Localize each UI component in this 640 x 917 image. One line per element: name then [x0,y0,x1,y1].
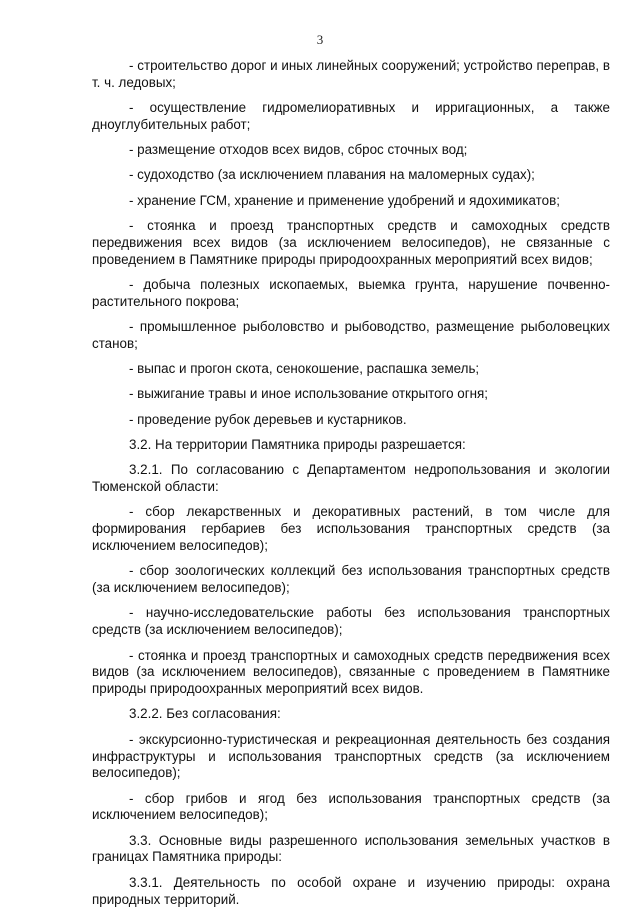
paragraph: - стоянка и проезд транспортных и самоходных средств передвижения всех видов (за исключением велосипедов), связанные с проведением в Памятнике природы природоохранных мероприятий всех видов. [92,647,610,697]
paragraph: - выжигание травы и иное использование открытого огня; [129,386,488,402]
section-heading: 3.3. Основные виды разрешенного использования земельных участков в границах Памятника природы: [92,832,610,865]
subsection-heading: 3.3.1. Деятельность по особой охране и изучению природы: охрана природных территорий. [92,874,610,907]
paragraph: - проведение рубок деревьев и кустарников. [129,411,407,427]
paragraph: - хранение ГСМ, хранение и применение удобрений и ядохимикатов; [129,192,560,208]
page-number: 3 [316,32,324,47]
paragraph: - сбор лекарственных и декоративных растений, в том числе для формирования гербариев без использования транспортных средств (за исключением велосипедов); [92,504,610,554]
document-body [92,58,610,917]
paragraph: - сбор грибов и ягод без использования транспортных средств (за исключением велосипедов); [92,790,610,823]
paragraph: - сбор зоологических коллекций без использования транспортных средств (за исключением велосипедов); [92,563,610,596]
paragraph: - добыча полезных ископаемых, выемка грунта, нарушение почвенно-растительного покрова; [92,276,610,309]
subsection-heading: 3.2.2. Без согласования: [129,706,281,722]
paragraph: - стоянка и проезд транспортных средств и самоходных средств передвижения всех видов (за исключением велосипедов), не связанные с проведением в Памятнике природы природоохранных мероприятий всех видов; [92,218,610,267]
paragraph: - промышленное рыболовство и рыбоводство, размещение рыболовецких станов; [92,319,610,351]
paragraph: - осуществление гидромелиоративных и ирригационных, а также дноуглубительных работ; [92,100,610,132]
paragraph: - судоходство (за исключением плавания на маломерных судах); [129,167,535,183]
paragraph: - размещение отходов всех видов, сброс сточных вод; [129,142,468,158]
paragraph: - экскурсионно-туристическая и рекреационная деятельность без создания инфраструктуры и использования транспортных средств (за исключением велосипедов); [92,731,610,781]
paragraph: - строительство дорог и иных линейных сооружений; устройство переправ, в т. ч. ледовых; [92,58,610,90]
paragraph: - выпас и прогон скота, сенокошение, распашка земель; [129,361,480,377]
subsection-heading: 3.2.1. По согласованию с Департаментом недропользования и экологии Тюменской области: [92,462,610,495]
section-heading: 3.2. На территории Памятника природы разрешается: [129,437,466,453]
paragraph: - научно-исследовательские работы без использования транспортных средств (за исключением велосипедов); [92,605,610,638]
